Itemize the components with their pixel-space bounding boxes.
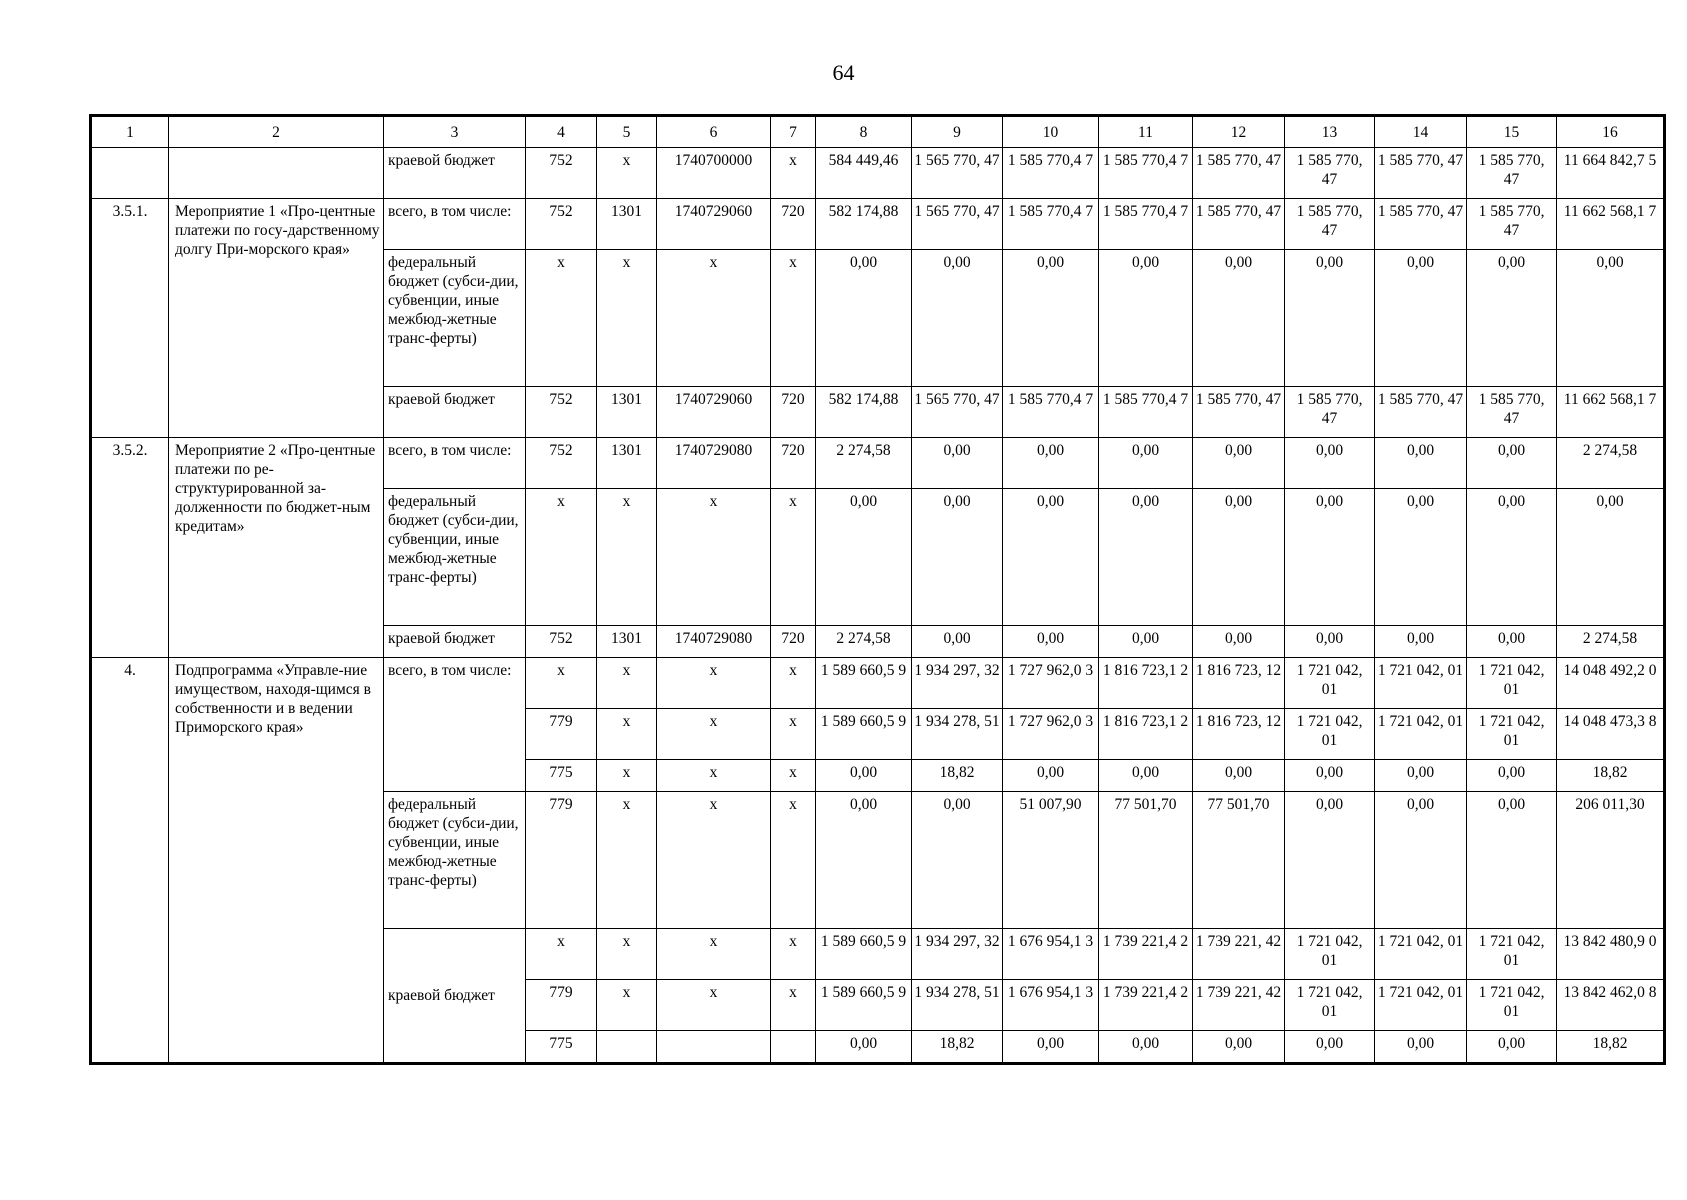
- code-cell: х: [597, 250, 657, 387]
- amount-cell: 0,00: [1099, 626, 1193, 658]
- code-cell: 752: [526, 387, 597, 438]
- amount-cell: 0,00: [1099, 438, 1193, 489]
- amount-cell: 582 174,88: [816, 387, 912, 438]
- amount-cell: 1 589 660,5 9: [816, 929, 912, 980]
- amount-cell: 1 816 723, 12: [1193, 709, 1285, 760]
- amount-cell: 1 816 723, 12: [1193, 658, 1285, 709]
- amount-cell: 0,00: [1375, 250, 1467, 387]
- funding-source-cell: краевой бюджет: [384, 387, 526, 438]
- amount-cell: 0,00: [1467, 792, 1557, 929]
- amount-cell: 2 274,58: [816, 438, 912, 489]
- amount-cell: 1 589 660,5 9: [816, 709, 912, 760]
- amount-cell: 1 585 770, 47: [1375, 387, 1467, 438]
- code-cell: х: [597, 658, 657, 709]
- amount-cell: 584 449,46: [816, 148, 912, 199]
- amount-cell: 18,82: [1557, 760, 1665, 792]
- amount-cell: 0,00: [1467, 438, 1557, 489]
- amount-cell: 77 501,70: [1099, 792, 1193, 929]
- amount-cell: 1 585 770, 47: [1285, 199, 1375, 250]
- amount-cell: 1 934 297, 32: [912, 658, 1003, 709]
- amount-cell: 1 721 042, 01: [1375, 929, 1467, 980]
- amount-cell: 1 739 221, 42: [1193, 980, 1285, 1031]
- code-cell: 779: [526, 792, 597, 929]
- code-cell: 720: [771, 387, 816, 438]
- header-cell: 2: [169, 116, 384, 148]
- amount-cell: 1 589 660,5 9: [816, 658, 912, 709]
- code-cell: х: [657, 250, 771, 387]
- amount-cell: 0,00: [1285, 1031, 1375, 1064]
- amount-cell: 1 727 962,0 3: [1003, 658, 1099, 709]
- amount-cell: 0,00: [1003, 489, 1099, 626]
- code-cell: 720: [771, 626, 816, 658]
- funding-source-cell: краевой бюджет: [384, 148, 526, 199]
- item-name-cell: Подпрограмма «Управле-ние имуществом, находя-щимся в собственности и в ведении Приморского края»: [169, 658, 384, 1064]
- code-cell: 720: [771, 199, 816, 250]
- amount-cell: 1 721 042, 01: [1285, 980, 1375, 1031]
- amount-cell: 1 721 042, 01: [1285, 709, 1375, 760]
- amount-cell: 0,00: [1099, 250, 1193, 387]
- amount-cell: 0,00: [1099, 1031, 1193, 1064]
- code-cell: 752: [526, 626, 597, 658]
- header-cell: 3: [384, 116, 526, 148]
- code-cell: 1740700000: [657, 148, 771, 199]
- header-cell: 10: [1003, 116, 1099, 148]
- amount-cell: 0,00: [1557, 489, 1665, 626]
- amount-cell: 18,82: [1557, 1031, 1665, 1064]
- amount-cell: 1 585 770, 47: [1193, 148, 1285, 199]
- code-cell: 1740729080: [657, 438, 771, 489]
- code-cell: х: [657, 658, 771, 709]
- header-row: [91, 116, 1665, 148]
- item-name-cell: [169, 148, 384, 199]
- code-cell: х: [771, 709, 816, 760]
- amount-cell: 0,00: [1003, 760, 1099, 792]
- amount-cell: 1 721 042, 01: [1285, 658, 1375, 709]
- code-cell: 752: [526, 199, 597, 250]
- code-cell: х: [526, 489, 597, 626]
- code-cell: 1301: [597, 387, 657, 438]
- code-cell: [657, 1031, 771, 1064]
- amount-cell: 1 721 042, 01: [1375, 980, 1467, 1031]
- code-cell: х: [597, 489, 657, 626]
- code-cell: х: [771, 929, 816, 980]
- code-cell: 1740729060: [657, 387, 771, 438]
- code-cell: 779: [526, 980, 597, 1031]
- amount-cell: 1 721 042, 01: [1285, 929, 1375, 980]
- code-cell: х: [771, 792, 816, 929]
- code-cell: 752: [526, 148, 597, 199]
- code-cell: х: [526, 658, 597, 709]
- amount-cell: 1 721 042, 01: [1467, 709, 1557, 760]
- amount-cell: 1 565 770, 47: [912, 148, 1003, 199]
- amount-cell: 0,00: [1285, 792, 1375, 929]
- amount-cell: 0,00: [1193, 489, 1285, 626]
- code-cell: х: [526, 250, 597, 387]
- amount-cell: 1 739 221,4 2: [1099, 980, 1193, 1031]
- amount-cell: 2 274,58: [1557, 626, 1665, 658]
- amount-cell: 1 565 770, 47: [912, 199, 1003, 250]
- header-cell: 4: [526, 116, 597, 148]
- code-cell: х: [657, 792, 771, 929]
- amount-cell: 0,00: [1003, 1031, 1099, 1064]
- code-cell: х: [771, 148, 816, 199]
- amount-cell: 1 585 770,4 7: [1003, 148, 1099, 199]
- code-cell: 1301: [597, 438, 657, 489]
- item-name-cell: Мероприятие 1 «Про-центные платежи по госу-дарственному долгу При-морского края»: [169, 199, 384, 438]
- item-number-cell: 3.5.2.: [91, 438, 169, 658]
- amount-cell: 14 048 473,3 8: [1557, 709, 1665, 760]
- code-cell: х: [771, 980, 816, 1031]
- amount-cell: 14 048 492,2 0: [1557, 658, 1665, 709]
- amount-cell: 1 721 042, 01: [1467, 929, 1557, 980]
- table-row: [91, 199, 1665, 250]
- amount-cell: 0,00: [1285, 760, 1375, 792]
- funding-source-cell: федеральный бюджет (субси-дии, субвенции, иные межбюд-жетные транс-ферты): [384, 792, 526, 929]
- amount-cell: 18,82: [912, 760, 1003, 792]
- amount-cell: 0,00: [816, 760, 912, 792]
- amount-cell: 0,00: [912, 626, 1003, 658]
- amount-cell: 13 842 462,0 8: [1557, 980, 1665, 1031]
- amount-cell: 1 585 770, 47: [1285, 148, 1375, 199]
- amount-cell: 0,00: [1285, 489, 1375, 626]
- amount-cell: 0,00: [816, 792, 912, 929]
- amount-cell: 582 174,88: [816, 199, 912, 250]
- amount-cell: 0,00: [1099, 760, 1193, 792]
- header-cell: 16: [1557, 116, 1665, 148]
- amount-cell: 1 585 770,4 7: [1003, 387, 1099, 438]
- amount-cell: 1 565 770, 47: [912, 387, 1003, 438]
- amount-cell: 11 664 842,7 5: [1557, 148, 1665, 199]
- header-cell: 12: [1193, 116, 1285, 148]
- code-cell: [771, 1031, 816, 1064]
- table-row: [91, 438, 1665, 489]
- header-cell: 8: [816, 116, 912, 148]
- code-cell: х: [771, 658, 816, 709]
- amount-cell: 11 662 568,1 7: [1557, 199, 1665, 250]
- amount-cell: 1 585 770,4 7: [1099, 387, 1193, 438]
- amount-cell: 0,00: [1467, 1031, 1557, 1064]
- amount-cell: 77 501,70: [1193, 792, 1285, 929]
- amount-cell: 1 585 770, 47: [1467, 387, 1557, 438]
- code-cell: [597, 1031, 657, 1064]
- amount-cell: 1 676 954,1 3: [1003, 980, 1099, 1031]
- page-number: 64: [832, 60, 855, 85]
- amount-cell: 0,00: [1003, 438, 1099, 489]
- amount-cell: 0,00: [1557, 250, 1665, 387]
- code-cell: х: [597, 760, 657, 792]
- amount-cell: 0,00: [1467, 489, 1557, 626]
- header-cell: 6: [657, 116, 771, 148]
- header-cell: 14: [1375, 116, 1467, 148]
- header-cell: 5: [597, 116, 657, 148]
- amount-cell: 1 934 278, 51: [912, 709, 1003, 760]
- amount-cell: 0,00: [1099, 489, 1193, 626]
- funding-source-cell: всего, в том числе:: [384, 199, 526, 250]
- code-cell: 1301: [597, 626, 657, 658]
- amount-cell: 1 816 723,1 2: [1099, 658, 1193, 709]
- amount-cell: 1 934 297, 32: [912, 929, 1003, 980]
- code-cell: х: [657, 929, 771, 980]
- amount-cell: 0,00: [912, 489, 1003, 626]
- amount-cell: 0,00: [1285, 626, 1375, 658]
- amount-cell: 0,00: [1193, 250, 1285, 387]
- amount-cell: 1 934 278, 51: [912, 980, 1003, 1031]
- code-cell: х: [597, 792, 657, 929]
- code-cell: х: [657, 709, 771, 760]
- budget-table: [89, 114, 1666, 1065]
- amount-cell: 0,00: [1467, 760, 1557, 792]
- amount-cell: 1 585 770, 47: [1193, 199, 1285, 250]
- header-cell: 15: [1467, 116, 1557, 148]
- amount-cell: 1 816 723,1 2: [1099, 709, 1193, 760]
- amount-cell: 0,00: [1285, 438, 1375, 489]
- amount-cell: 2 274,58: [1557, 438, 1665, 489]
- code-cell: х: [657, 489, 771, 626]
- code-cell: 779: [526, 709, 597, 760]
- amount-cell: 11 662 568,1 7: [1557, 387, 1665, 438]
- amount-cell: 0,00: [816, 250, 912, 387]
- amount-cell: 13 842 480,9 0: [1557, 929, 1665, 980]
- amount-cell: 0,00: [1375, 760, 1467, 792]
- amount-cell: 1 721 042, 01: [1375, 658, 1467, 709]
- amount-cell: 0,00: [1375, 438, 1467, 489]
- amount-cell: 0,00: [1375, 1031, 1467, 1064]
- table-row: [91, 658, 1665, 709]
- amount-cell: 1 585 770,4 7: [1099, 148, 1193, 199]
- code-cell: х: [597, 980, 657, 1031]
- amount-cell: 1 721 042, 01: [1467, 980, 1557, 1031]
- amount-cell: 1 585 770, 47: [1375, 199, 1467, 250]
- header-cell: 7: [771, 116, 816, 148]
- amount-cell: 1 585 770, 47: [1193, 387, 1285, 438]
- amount-cell: 1 721 042, 01: [1375, 709, 1467, 760]
- code-cell: 1740729060: [657, 199, 771, 250]
- code-cell: х: [771, 760, 816, 792]
- code-cell: х: [597, 709, 657, 760]
- amount-cell: 0,00: [912, 250, 1003, 387]
- code-cell: 752: [526, 438, 597, 489]
- header-cell: 11: [1099, 116, 1193, 148]
- amount-cell: 0,00: [1193, 438, 1285, 489]
- amount-cell: 0,00: [816, 489, 912, 626]
- funding-source-cell: краевой бюджет: [384, 929, 526, 1064]
- amount-cell: 0,00: [1375, 626, 1467, 658]
- amount-cell: 0,00: [816, 1031, 912, 1064]
- funding-source-cell: краевой бюджет: [384, 626, 526, 658]
- code-cell: х: [526, 929, 597, 980]
- code-cell: 1301: [597, 199, 657, 250]
- amount-cell: 0,00: [1375, 489, 1467, 626]
- amount-cell: 0,00: [1003, 626, 1099, 658]
- amount-cell: 0,00: [1193, 760, 1285, 792]
- amount-cell: 0,00: [1193, 1031, 1285, 1064]
- code-cell: х: [657, 980, 771, 1031]
- code-cell: х: [597, 148, 657, 199]
- header-cell: 9: [912, 116, 1003, 148]
- amount-cell: 51 007,90: [1003, 792, 1099, 929]
- amount-cell: 0,00: [1375, 792, 1467, 929]
- amount-cell: 0,00: [1003, 250, 1099, 387]
- amount-cell: 0,00: [1193, 626, 1285, 658]
- code-cell: х: [597, 929, 657, 980]
- funding-source-cell: всего, в том числе:: [384, 658, 526, 792]
- code-cell: 1740729080: [657, 626, 771, 658]
- amount-cell: 2 274,58: [816, 626, 912, 658]
- amount-cell: 1 585 770, 47: [1467, 148, 1557, 199]
- code-cell: 775: [526, 1031, 597, 1064]
- header-cell: 13: [1285, 116, 1375, 148]
- code-cell: х: [771, 489, 816, 626]
- item-number-cell: 3.5.1.: [91, 199, 169, 438]
- item-number-cell: 4.: [91, 658, 169, 1064]
- funding-source-cell: федеральный бюджет (субси-дии, субвенции, иные межбюд-жетные транс-ферты): [384, 250, 526, 387]
- code-cell: х: [771, 250, 816, 387]
- amount-cell: 0,00: [1467, 250, 1557, 387]
- amount-cell: 1 585 770, 47: [1467, 199, 1557, 250]
- amount-cell: 0,00: [912, 438, 1003, 489]
- item-name-cell: Мероприятие 2 «Про-центные платежи по ре-структурированной за-долженности по бюджет-ным кредитам»: [169, 438, 384, 658]
- code-cell: х: [657, 760, 771, 792]
- amount-cell: 206 011,30: [1557, 792, 1665, 929]
- amount-cell: 18,82: [912, 1031, 1003, 1064]
- header-cell: 1: [91, 116, 169, 148]
- amount-cell: 1 676 954,1 3: [1003, 929, 1099, 980]
- amount-cell: 0,00: [1467, 626, 1557, 658]
- amount-cell: 1 739 221,4 2: [1099, 929, 1193, 980]
- amount-cell: 1 585 770, 47: [1285, 387, 1375, 438]
- table-row: [91, 148, 1665, 199]
- amount-cell: 0,00: [1285, 250, 1375, 387]
- funding-source-cell: федеральный бюджет (субси-дии, субвенции, иные межбюд-жетные транс-ферты): [384, 489, 526, 626]
- amount-cell: 1 727 962,0 3: [1003, 709, 1099, 760]
- amount-cell: 0,00: [912, 792, 1003, 929]
- funding-source-cell: всего, в том числе:: [384, 438, 526, 489]
- amount-cell: 1 721 042, 01: [1467, 658, 1557, 709]
- code-cell: 775: [526, 760, 597, 792]
- amount-cell: 1 589 660,5 9: [816, 980, 912, 1031]
- code-cell: 720: [771, 438, 816, 489]
- amount-cell: 1 585 770, 47: [1375, 148, 1467, 199]
- amount-cell: 1 739 221, 42: [1193, 929, 1285, 980]
- item-number-cell: [91, 148, 169, 199]
- amount-cell: 1 585 770,4 7: [1099, 199, 1193, 250]
- amount-cell: 1 585 770,4 7: [1003, 199, 1099, 250]
